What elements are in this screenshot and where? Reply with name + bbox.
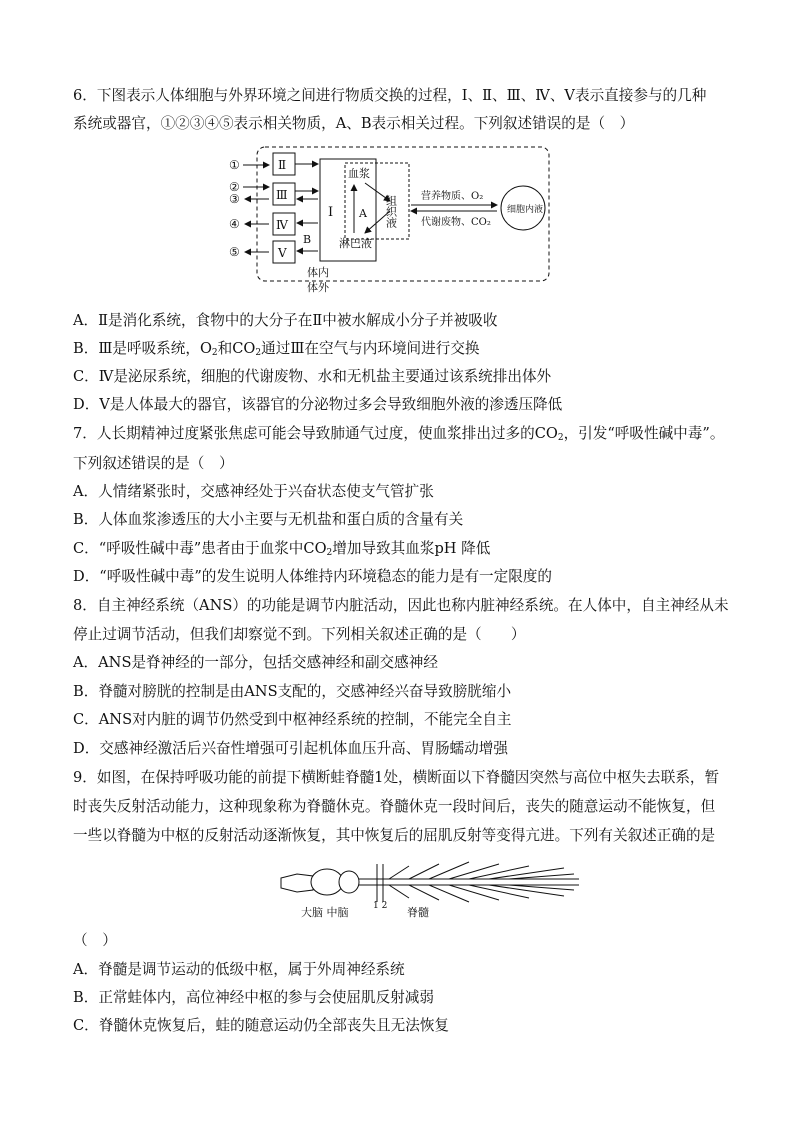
- q6-option-d: D．Ⅴ是人体最大的器官，该器官的分泌物过多会导致细胞外液的渗透压降低: [73, 396, 563, 413]
- num-4: ④: [229, 217, 240, 231]
- q8-stem-line1: 8．自主神经系统（ANS）的功能是调节内脏活动，因此也称内脏神经系统。在人体中，自主神经从未: [73, 597, 729, 614]
- label-brain: 大脑 中脑: [301, 906, 349, 919]
- q8-option-a: A．ANS是脊神经的一部分，包括交感神经和副交感神经: [73, 654, 438, 671]
- label-linbaye: 淋巴液: [339, 237, 372, 250]
- q6-diagram: [225, 143, 565, 293]
- num-3: ③: [229, 192, 240, 206]
- q7-option-a: A．人情绪紧张时，交感神经处于兴奋状态使支气管扩张: [73, 483, 434, 500]
- q9-stem-line1: 9．如图，在保持呼吸功能的前提下横断蛙脊髓1处，横断面以下脊髓因突然与高位中枢失去联系，暂: [73, 769, 720, 786]
- q6-stem-line1: 6．下图表示人体细胞与外界环境之间进行物质交换的过程，Ⅰ、Ⅱ、Ⅲ、Ⅳ、Ⅴ表示直接参与的几种: [73, 87, 707, 104]
- label-inside: 体内: [307, 266, 329, 279]
- q7-option-d: D．“呼吸性碱中毒”的发生说明人体维持内环境稳态的能力是有一定限度的: [73, 568, 553, 585]
- label-cut: 1 2: [373, 901, 388, 911]
- q8-option-c: C．ANS对内脏的调节仍然受到中枢神经系统的控制，不能完全自主: [73, 711, 512, 728]
- label-waste: 代谢废物、CO₂: [421, 217, 491, 228]
- q7-stem-line2: 下列叙述错误的是（ ）: [73, 455, 234, 472]
- q7-stem-line1: 7．人长期精神过度紧张焦虑可能会导致肺通气过度，使血浆排出过多的$CO_2$，引发“呼吸性碱中毒”。: [73, 425, 725, 443]
- svg-text:Ⅴ: Ⅴ: [278, 246, 287, 260]
- q8-option-d: D．交感神经激活后兴奋性增强可引起机体血压升高、胃肠蠕动增强: [73, 740, 508, 757]
- label-outside: 体外: [307, 281, 329, 293]
- label-spinal-cord: 脊髓: [407, 906, 429, 919]
- q6-option-c: C．Ⅳ是泌尿系统，细胞的代谢废物、水和无机盐主要通过该系统排出体外: [73, 368, 552, 385]
- label-nutrients: 营养物质、O₂: [421, 191, 484, 202]
- num-5: ⑤: [229, 245, 240, 259]
- q9-stem-line3: 一些以脊髓为中枢的反射活动逐渐恢复，其中恢复后的屈肌反射等变得亢进。下列有关叙述正确的是: [73, 827, 716, 844]
- q9-option-b: B．正常蛙体内，高位神经中枢的参与会使屈肌反射减弱: [73, 989, 434, 1006]
- q6-option-b: B．Ⅲ是呼吸系统，$O_2$和$CO_2$通过Ⅲ在空气与内环境间进行交换: [73, 340, 480, 358]
- svg-text:Ⅰ: Ⅰ: [328, 205, 334, 220]
- svg-text:Ⅱ: Ⅱ: [278, 158, 287, 172]
- label-zuzhiye: 组织液: [384, 195, 398, 228]
- q9-frog-spinal-diagram: [279, 858, 579, 920]
- q8-option-b: B．脊髓对膀胱的控制是由ANS支配的，交感神经兴奋导致膀胱缩小: [73, 683, 512, 700]
- label-cell-fluid: 细胞内液: [507, 205, 544, 215]
- num-2: ②: [229, 180, 240, 194]
- label-xuejiang: 血浆: [348, 167, 370, 180]
- q8-stem-line2: 停止过调节活动，但我们却察觉不到。下列相关叙述正确的是（ ）: [73, 626, 526, 643]
- q6-option-a: A．Ⅱ是消化系统，食物中的大分子在Ⅱ中被水解成小分子并被吸收: [73, 312, 498, 329]
- q6-stem-line2: 系统或器官，①②③④⑤表示相关物质，A、B表示相关过程。下列叙述错误的是（ ）: [73, 115, 635, 132]
- q9-bracket: （ ）: [73, 932, 117, 949]
- label-b: B: [303, 233, 312, 246]
- label-a: A: [359, 207, 367, 220]
- q9-option-a: A．脊髓是调节运动的低级中枢，属于外周神经系统: [73, 961, 405, 978]
- q7-option-c: C．“呼吸性碱中毒”患者由于血浆中$CO_2$增加导致其血浆pH 降低: [73, 540, 491, 558]
- svg-text:Ⅳ: Ⅳ: [276, 218, 288, 232]
- svg-text:Ⅲ: Ⅲ: [276, 188, 288, 202]
- q9-option-c: C．脊髓休克恢复后，蛙的随意运动仍全部丧失且无法恢复: [73, 1017, 450, 1034]
- q7-option-b: B．人体血浆渗透压的大小主要与无机盐和蛋白质的含量有关: [73, 511, 464, 528]
- num-1: ①: [229, 158, 240, 172]
- q9-stem-line2: 时丧失反射活动能力，这种现象称为脊髓休克。脊髓休克一段时间后，丧失的随意运动不能恢复，但: [73, 798, 716, 815]
